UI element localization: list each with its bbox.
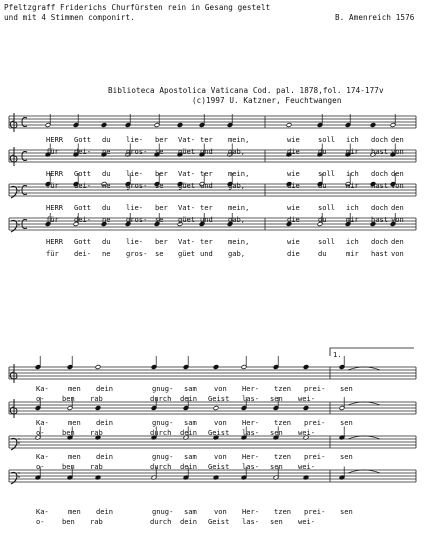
lyric-syllable: Vat- xyxy=(178,169,196,178)
lyric-syllable: sam xyxy=(184,452,197,461)
copyright-line: (c)1997 U. Katzner, Feuchtwangen xyxy=(192,96,342,105)
lyric-syllable: dein xyxy=(96,507,114,516)
lyric-syllable: hast xyxy=(371,249,389,258)
lyric-syllable: HERR xyxy=(46,203,64,212)
lyric-syllable: ter xyxy=(200,169,213,178)
lyric-syllable: von xyxy=(214,507,227,516)
lyric-syllable: lie- xyxy=(126,135,144,144)
lyric-syllable: rab xyxy=(90,428,103,437)
lyric-syllable: mir xyxy=(346,181,359,190)
lyric-syllable: mein, xyxy=(228,203,250,212)
lyric-syllable: se xyxy=(155,147,164,156)
lyric-syllable: sen xyxy=(340,384,353,393)
lyric-syllable: dein xyxy=(180,394,198,403)
lyric-syllable: men xyxy=(68,418,81,427)
lyric-syllable: sam xyxy=(184,384,197,393)
lyric-syllable: hast xyxy=(371,147,389,156)
lyric-syllable: Her- xyxy=(242,418,260,427)
lyric-syllable: HERR xyxy=(46,237,64,246)
lyric-syllable: ter xyxy=(200,203,213,212)
lyric-syllable: dein xyxy=(180,428,198,437)
lyric-syllable: ben xyxy=(62,517,75,526)
clef-dot xyxy=(18,224,19,225)
lyric-syllable: den xyxy=(391,203,404,212)
lyric-syllable: wei- xyxy=(298,462,316,471)
lyric-syllable: und xyxy=(200,249,213,258)
note xyxy=(303,406,309,411)
lyric-syllable: Geist xyxy=(208,462,230,471)
lyric-syllable: durch xyxy=(150,462,172,471)
lyric-syllable: Her- xyxy=(242,507,260,516)
note xyxy=(177,123,183,128)
lyric-syllable: tzen xyxy=(274,384,292,393)
lyric-syllable: du xyxy=(318,249,327,258)
lyric-syllable: rab xyxy=(90,517,103,526)
lyric-syllable: du xyxy=(318,147,327,156)
lyric-syllable: ber xyxy=(155,203,168,212)
lyric-syllable: sen xyxy=(340,418,353,427)
note xyxy=(101,123,107,128)
lyric-syllable: prei- xyxy=(304,384,326,393)
lyric-syllable: ben xyxy=(62,462,75,471)
note xyxy=(213,406,219,411)
lyric-syllable: se xyxy=(155,181,164,190)
lyric-syllable: für xyxy=(46,147,59,156)
lyric-syllable: für xyxy=(46,181,59,190)
lyric-syllable: soll xyxy=(318,169,336,178)
lyric-syllable: dein xyxy=(180,517,198,526)
lyric-syllable: gnug- xyxy=(152,452,174,461)
lyric-syllable: sen xyxy=(270,428,283,437)
lyric-syllable: wei- xyxy=(298,428,316,437)
lyric-syllable: dei- xyxy=(74,147,92,156)
lyric-syllable: rab xyxy=(90,462,103,471)
lyric-syllable: ne xyxy=(102,147,111,156)
lyric-syllable: gab, xyxy=(228,147,246,156)
note xyxy=(95,365,101,370)
lyric-syllable: sam xyxy=(184,507,197,516)
lyric-syllable: wie xyxy=(287,135,300,144)
lyric-syllable: dei- xyxy=(74,249,92,258)
lyric-syllable: Gott xyxy=(74,169,92,178)
lyric-syllable: Vat- xyxy=(178,237,196,246)
lyric-syllable: ich xyxy=(346,237,359,246)
lyric-syllable: gab, xyxy=(228,249,246,258)
lyric-syllable: und xyxy=(200,181,213,190)
title-line: Pfeltzgraff Friderichs Churfürsten rein in Gesang gestelt xyxy=(4,3,271,12)
lyric-syllable: prei- xyxy=(304,452,326,461)
tie-arc xyxy=(348,402,380,405)
clef-dot xyxy=(18,438,19,439)
lyric-syllable: men xyxy=(68,384,81,393)
lyric-syllable: von xyxy=(391,215,404,224)
lyric-syllable: lie- xyxy=(126,169,144,178)
lyric-syllable: tzen xyxy=(274,507,292,516)
lyric-syllable: von xyxy=(391,181,404,190)
clef-dot xyxy=(18,472,19,473)
lyric-syllable: dein xyxy=(96,384,114,393)
note xyxy=(213,365,219,370)
lyric-syllable: soll xyxy=(318,135,336,144)
lyric-syllable: gros- xyxy=(126,181,148,190)
lyric-syllable: ich xyxy=(346,135,359,144)
lyric-syllable: doch xyxy=(371,135,389,144)
note xyxy=(303,365,309,370)
lyric-syllable: du xyxy=(102,169,111,178)
clef-dot xyxy=(18,442,19,443)
lyric-syllable: sen xyxy=(270,394,283,403)
lyric-syllable: die xyxy=(287,181,300,190)
lyric-syllable: von xyxy=(214,384,227,393)
lyric-syllable: güet xyxy=(178,215,196,224)
tie-arc xyxy=(348,470,380,473)
lyric-syllable: dein xyxy=(96,418,114,427)
lyric-syllable: und xyxy=(200,215,213,224)
lyric-syllable: durch xyxy=(150,394,172,403)
lyric-syllable: Gott xyxy=(74,135,92,144)
title-line-2: und mit 4 Stimmen componirt. xyxy=(4,13,135,22)
lyric-syllable: gnug- xyxy=(152,418,174,427)
lyric-syllable: Ka- xyxy=(36,507,49,516)
lyric-syllable: Ka- xyxy=(36,384,49,393)
lyric-syllable: prei- xyxy=(304,418,326,427)
lyric-syllable: wie xyxy=(287,169,300,178)
lyric-syllable: gnug- xyxy=(152,507,174,516)
lyric-syllable: von xyxy=(391,249,404,258)
source-citation: Biblioteca Apostolica Vaticana Cod. pal. 1878,fol. 174-177v xyxy=(108,86,384,95)
lyric-syllable: las- xyxy=(242,462,260,471)
lyric-syllable: o- xyxy=(36,517,45,526)
lyric-syllable: gros- xyxy=(126,249,148,258)
lyric-syllable: gros- xyxy=(126,215,148,224)
lyric-syllable: HERR xyxy=(46,135,64,144)
lyric-syllable: den xyxy=(391,169,404,178)
lyric-syllable: hast xyxy=(371,215,389,224)
lyric-syllable: die xyxy=(287,147,300,156)
lyric-syllable: ter xyxy=(200,135,213,144)
lyric-syllable: und xyxy=(200,147,213,156)
lyric-syllable: wei- xyxy=(298,394,316,403)
lyric-syllable: o- xyxy=(36,428,45,437)
lyric-syllable: soll xyxy=(318,203,336,212)
lyric-syllable: doch xyxy=(371,203,389,212)
lyric-syllable: güet xyxy=(178,181,196,190)
tie-arc xyxy=(348,367,380,370)
clef-dot xyxy=(18,476,19,477)
composer-credit: B. Amenreich 1576 xyxy=(335,13,415,22)
lyric-syllable: ber xyxy=(155,237,168,246)
lyric-syllable: für xyxy=(46,249,59,258)
lyric-syllable: du xyxy=(318,215,327,224)
lyric-syllable: Geist xyxy=(208,394,230,403)
note xyxy=(95,406,101,411)
lyric-syllable: ber xyxy=(155,135,168,144)
lyric-syllable: du xyxy=(102,237,111,246)
lyric-syllable: Geist xyxy=(208,428,230,437)
lyric-syllable: las- xyxy=(242,428,260,437)
lyric-syllable: ne xyxy=(102,249,111,258)
clef-dot xyxy=(18,186,19,187)
volta-number: 1. xyxy=(333,350,342,359)
tie-arc xyxy=(348,436,380,439)
lyric-syllable: tzen xyxy=(274,452,292,461)
lyric-syllable: die xyxy=(287,215,300,224)
note xyxy=(370,123,376,128)
lyric-syllable: ich xyxy=(346,203,359,212)
lyric-syllable: mir xyxy=(346,215,359,224)
lyric-syllable: du xyxy=(102,135,111,144)
lyric-syllable: mein, xyxy=(228,135,250,144)
lyric-syllable: Her- xyxy=(242,384,260,393)
lyric-syllable: für xyxy=(46,215,59,224)
lyric-syllable: ter xyxy=(200,237,213,246)
lyric-syllable: wie xyxy=(287,237,300,246)
lyric-syllable: tzen xyxy=(274,418,292,427)
lyric-syllable: wei- xyxy=(298,517,316,526)
lyric-syllable: Ka- xyxy=(36,452,49,461)
lyric-syllable: ne xyxy=(102,181,111,190)
lyric-syllable: ben xyxy=(62,428,75,437)
lyric-syllable: von xyxy=(214,418,227,427)
clef-dot xyxy=(18,190,19,191)
lyric-syllable: ich xyxy=(346,169,359,178)
lyric-syllable: du xyxy=(102,203,111,212)
lyric-syllable: lie- xyxy=(126,237,144,246)
lyric-syllable: prei- xyxy=(304,507,326,516)
lyric-syllable: von xyxy=(214,452,227,461)
lyric-syllable: Vat- xyxy=(178,203,196,212)
lyric-syllable: las- xyxy=(242,517,260,526)
lyric-syllable: sam xyxy=(184,418,197,427)
lyric-syllable: se xyxy=(155,249,164,258)
lyric-syllable: doch xyxy=(371,169,389,178)
lyric-syllable: doch xyxy=(371,237,389,246)
lyric-syllable: gab, xyxy=(228,181,246,190)
lyric-syllable: güet xyxy=(178,249,196,258)
lyric-syllable: von xyxy=(391,147,404,156)
lyric-syllable: du xyxy=(318,181,327,190)
lyric-syllable: Vat- xyxy=(178,135,196,144)
lyric-syllable: durch xyxy=(150,428,172,437)
lyric-syllable: men xyxy=(68,452,81,461)
lyric-syllable: sen xyxy=(270,517,283,526)
lyric-syllable: den xyxy=(391,237,404,246)
lyric-syllable: ben xyxy=(62,394,75,403)
lyric-syllable: gab, xyxy=(228,215,246,224)
clef-dot xyxy=(18,220,19,221)
lyric-syllable: dei- xyxy=(74,181,92,190)
lyric-syllable: gnug- xyxy=(152,384,174,393)
lyric-syllable: HERR xyxy=(46,169,64,178)
lyric-syllable: dei- xyxy=(74,215,92,224)
lyric-syllable: Geist xyxy=(208,517,230,526)
lyric-syllable: dein xyxy=(96,452,114,461)
lyric-syllable: Ka- xyxy=(36,418,49,427)
lyric-syllable: lie- xyxy=(126,203,144,212)
lyric-syllable: den xyxy=(391,135,404,144)
lyric-syllable: Gott xyxy=(74,237,92,246)
lyric-syllable: Her- xyxy=(242,452,260,461)
lyric-syllable: ne xyxy=(102,215,111,224)
lyric-syllable: gros- xyxy=(126,147,148,156)
lyric-syllable: wie xyxy=(287,203,300,212)
volta-bracket xyxy=(330,348,414,356)
lyric-syllable: durch xyxy=(150,517,172,526)
lyric-syllable: sen xyxy=(340,507,353,516)
note xyxy=(286,123,292,128)
lyric-syllable: o- xyxy=(36,462,45,471)
lyric-syllable: güet xyxy=(178,147,196,156)
lyric-syllable: mir xyxy=(346,249,359,258)
lyric-syllable: die xyxy=(287,249,300,258)
lyric-syllable: rab xyxy=(90,394,103,403)
lyric-syllable: ber xyxy=(155,169,168,178)
lyric-syllable: las- xyxy=(242,394,260,403)
lyric-syllable: Gott xyxy=(74,203,92,212)
lyric-syllable: sen xyxy=(270,462,283,471)
lyric-syllable: men xyxy=(68,507,81,516)
lyric-syllable: dein xyxy=(180,462,198,471)
lyric-syllable: mein, xyxy=(228,237,250,246)
lyric-syllable: sen xyxy=(340,452,353,461)
lyric-syllable: se xyxy=(155,215,164,224)
lyric-syllable: mir xyxy=(346,147,359,156)
lyric-syllable: mein, xyxy=(228,169,250,178)
lyric-syllable: hast xyxy=(371,181,389,190)
lyric-syllable: soll xyxy=(318,237,336,246)
lyric-syllable: o- xyxy=(36,394,45,403)
